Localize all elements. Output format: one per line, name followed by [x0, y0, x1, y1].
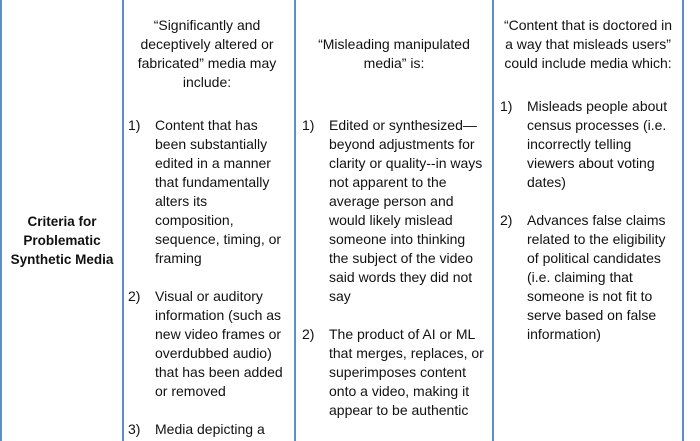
criteria-label: Criteria for Problematic Synthetic Media: [10, 214, 114, 267]
column-header: “Significantly and deceptively altered or fabricated” media may include:: [137, 17, 277, 90]
item-text: The product of AI or ML that merges, replaces, or superimposes content onto a video, making it appear to be authentic: [329, 326, 484, 418]
list-item: [500, 97, 676, 192]
list-item: [128, 420, 286, 439]
column-header: “Misleading manipulated media” is:: [318, 36, 470, 71]
item-text: Misleads people about census processes (i.e. incorrectly telling viewers about voting dates): [527, 98, 668, 190]
item-number: 3): [128, 421, 141, 437]
item-text: Advances false claims related to the eligibility of political candidates (i.e. claiming that someone is not fit to serve based on false information): [527, 212, 666, 342]
item-text: Media depicting a: [155, 421, 265, 437]
list-item: [128, 116, 286, 268]
table-left-border: [0, 0, 2, 441]
item-number: 1): [500, 98, 513, 114]
criteria-list: [128, 116, 286, 439]
item-number: 1): [302, 117, 315, 133]
item-number: 2): [302, 326, 315, 342]
list-item: [302, 116, 486, 306]
item-number: 2): [128, 288, 141, 304]
list-item: [302, 325, 486, 420]
list-item: [128, 287, 286, 401]
item-number: 1): [128, 117, 141, 133]
column-divider: [492, 0, 494, 441]
column-divider: [122, 0, 124, 441]
column-header: “Content that is doctored in a way that misleads users” could include media which:: [503, 17, 673, 71]
column-divider: [294, 0, 296, 441]
column-doctored-content: [500, 0, 676, 344]
column-significantly-altered: [128, 0, 286, 439]
item-text: Content that has been substantially edited in a manner that fundamentally alters its composition, sequence, timing, or framing: [155, 117, 282, 266]
item-number: 2): [500, 212, 513, 228]
criteria-list: [500, 97, 676, 344]
list-item: [500, 211, 676, 344]
item-text: Visual or auditory information (such as new video frames or overdubbed audio) that has been added or removed: [155, 288, 283, 399]
table-right-border: [682, 0, 684, 441]
criteria-list: [302, 116, 486, 420]
item-text: Edited or synthesized— beyond adjustments for clarity or quality--in ways not apparent to the average person and would likely mislead someone into thinking the subject of the video said words they did not say: [329, 117, 483, 304]
column-misleading-manipulated: [302, 0, 486, 420]
